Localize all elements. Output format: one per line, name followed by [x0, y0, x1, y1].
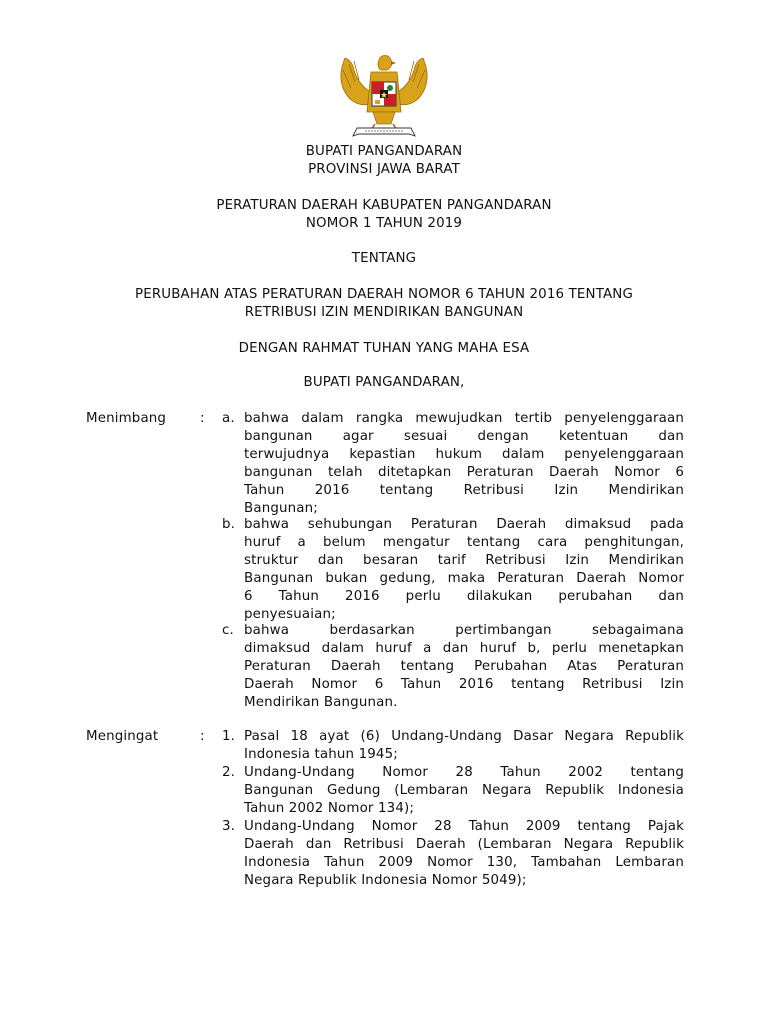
text-line: penyesuaian; — [244, 607, 336, 622]
list-marker: 1. — [222, 729, 236, 744]
mengingat-item-1 — [222, 728, 684, 764]
list-item-text — [244, 622, 684, 712]
list-marker: 3. — [222, 819, 236, 834]
text-line: huruf a belum mengatur tentang cara penghitungan, — [244, 535, 684, 550]
menimbang-item-a — [222, 410, 684, 518]
issuer-title: BUPATI PANGANDARAN — [305, 144, 463, 159]
text-line: Bangunan; — [244, 501, 318, 516]
regulation-title: PERATURAN DAERAH KABUPATEN PANGANDARAN — [216, 198, 552, 213]
list-marker: b. — [222, 517, 236, 532]
text-line: Indonesia tahun 1945; — [244, 747, 398, 762]
text-line: Peraturan Daerah tentang Perubahan Atas Peraturan — [244, 659, 684, 674]
regulation-number: NOMOR 1 TAHUN 2019 — [305, 216, 463, 231]
text-line: Tahun 2002 Nomor 134); — [244, 801, 415, 816]
list-marker: 2. — [222, 765, 236, 780]
province-title: PROVINSI JAWA BARAT — [308, 162, 460, 177]
text-line: Indonesia Tahun 2009 Nomor 130, Tambahan Lembaran — [244, 855, 684, 870]
blessing-text: DENGAN RAHMAT TUHAN YANG MAHA ESA — [238, 341, 530, 356]
about-label: TENTANG — [351, 251, 417, 266]
garuda-pancasila-emblem-icon — [335, 52, 433, 144]
text-line: Daerah Nomor 6 Tahun 2016 tentang Retribusi Izin — [244, 677, 684, 692]
text-line: Undang-Undang Nomor 28 Tahun 2009 tentang Pajak — [244, 819, 684, 834]
text-line: Mendirikan Bangunan. — [244, 695, 398, 710]
subject-line-1: PERUBAHAN ATAS PERATURAN DAERAH NOMOR 6 TAHUN 2016 TENTANG — [134, 287, 633, 302]
text-line: Tahun 2016 tentang Retribusi Izin Mendirikan — [244, 483, 684, 498]
list-marker: c. — [222, 623, 234, 638]
list-item-text — [244, 728, 684, 764]
list-marker: a. — [222, 411, 235, 426]
list-item-text — [244, 516, 684, 624]
mengingat-label: Mengingat — [86, 729, 159, 744]
text-line: terwujudnya kepastian hukum dalam penyelenggaraan — [244, 447, 684, 462]
text-line: Pasal 18 ayat (6) Undang-Undang Dasar Negara Republik — [244, 729, 684, 744]
text-line: bahwa sehubungan Peraturan Daerah dimaksud pada — [244, 517, 684, 532]
issuer-block — [60, 374, 708, 392]
menimbang-label: Menimbang — [86, 411, 167, 426]
mengingat-item-2 — [222, 764, 684, 818]
menimbang-item-b — [222, 516, 684, 624]
blessing-block — [60, 340, 708, 358]
text-line: Bangunan bukan gedung, maka Peraturan Daerah Nomor — [244, 571, 684, 586]
subject-block — [60, 286, 708, 322]
list-item-text — [244, 764, 684, 818]
text-line: Undang-Undang Nomor 28 Tahun 2002 tentang — [244, 765, 684, 780]
menimbang-colon: : — [200, 411, 205, 426]
text-line: bangunan agar sesuai dengan ketentuan dan — [244, 429, 684, 444]
text-line: Negara Republik Indonesia Nomor 5049); — [244, 873, 527, 888]
text-line: bahwa dalam rangka mewujudkan tertib penyelenggaraan — [244, 411, 684, 426]
text-line: Bangunan Gedung (Lembaran Negara Republik Indonesia — [244, 783, 684, 798]
about-block — [60, 250, 708, 268]
mengingat-colon: : — [200, 729, 205, 744]
text-line: bahwa berdasarkan pertimbangan sebagaimana — [244, 623, 684, 638]
list-item-text — [244, 410, 684, 518]
list-item-text — [244, 818, 684, 890]
menimbang-item-c — [222, 622, 684, 712]
issuer-signature-title: BUPATI PANGANDARAN, — [303, 375, 465, 390]
text-line: bangunan telah ditetapkan Peraturan Daerah Nomor 6 — [244, 465, 684, 480]
header-block — [60, 143, 708, 179]
text-line: dimaksud dalam huruf a dan huruf b, perlu menetapkan — [244, 641, 684, 656]
mengingat-item-3 — [222, 818, 684, 890]
text-line: Daerah dan Retribusi Daerah (Lembaran Negara Republik — [244, 837, 684, 852]
text-line: struktur dan besaran tarif Retribusi Izin Mendirikan — [244, 553, 684, 568]
subject-line-2: RETRIBUSI IZIN MENDIRIKAN BANGUNAN — [244, 305, 524, 320]
text-line: 6 Tahun 2016 perlu dilakukan perubahan dan — [244, 589, 684, 604]
regulation-block — [60, 197, 708, 233]
